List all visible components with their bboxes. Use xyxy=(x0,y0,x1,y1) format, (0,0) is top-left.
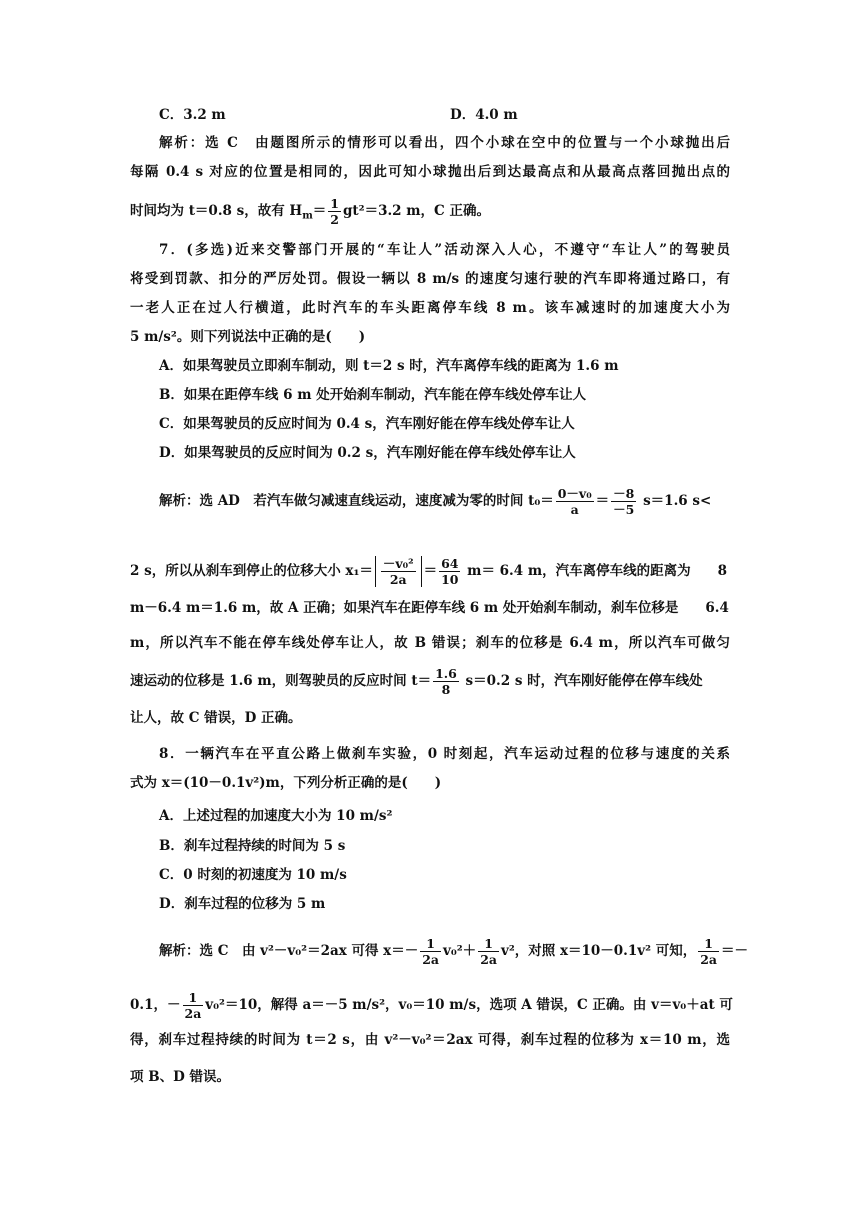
analysis-8-line-3: 得，刹车过程持续的时间为 t＝2 s，由 v²－v₀²＝2ax 可得，刹车过程的位移为 x＝10 m，选 xyxy=(130,1032,730,1048)
analysis-7-line-1: 解析：选 AD 若汽车做匀减速直线运动，速度减为零的时间 t₀＝ $\frac{\text{0－v₀}}{a}$ ＝ $\frac{-8}{-5}$ s＝1.6 s< xyxy=(159,486,712,517)
fraction-1-2a-a: $\frac{1}{2a}$ xyxy=(422,936,440,967)
analysis-8-line-4: 项 B、D 错误。 xyxy=(130,1069,231,1085)
prev-option-c: C．3.2 m xyxy=(159,107,226,123)
fraction-v0sq-2a: $\frac{\text{－v₀²}}{2a}$ xyxy=(382,556,414,587)
question-8-line-1: 8．一辆汽车在平直公路上做刹车实验，0 时刻起，汽车运动过程的位移与速度的关系 xyxy=(159,746,730,762)
absolute-value xyxy=(375,556,422,587)
question-8-line-2: 式为 x＝(10－0.1v²)m，下列分析正确的是( ) xyxy=(130,775,442,791)
prev-option-d: D．4.0 m xyxy=(450,107,518,123)
analysis-6-line-2: 每隔 0.4 s 对应的位置是相同的，因此可知小球抛出后到达最高点和从最高点落回抛出点的 xyxy=(130,164,730,180)
question-7-option-d: D．如果驾驶员的反应时间为 0.2 s，汽车刚好能在停车线处停车让人 xyxy=(159,445,576,461)
question-7-option-c: C．如果驾驶员的反应时间为 0.4 s，汽车刚好能在停车线处停车让人 xyxy=(159,416,575,432)
analysis-6-line-3: 时间均为 t＝0.8 s，故有 $H_m=$ $\frac{1}{2}$ gt²＝3.2 m，C 正确。 xyxy=(130,196,490,227)
analysis-7-line-3: m－6.4 m＝1.6 m，故 A 正确；如果汽车在距停车线 6 m 处开始刹车制动，刹车位移是 6.4 xyxy=(130,600,729,616)
question-7-line-1: 7．(多选)近来交警部门开展的“车让人”活动深入人心，不遵守“车让人”的驾驶员 xyxy=(159,242,730,258)
fraction-1-2a-d: $\frac{1}{2a}$ xyxy=(184,990,202,1021)
question-7-line-4: 5 m/s²。则下列说法中正确的是( ) xyxy=(130,329,366,345)
analysis-8-line-1: 解析：选 C 由 v²－v₀²＝2ax 可得 x＝－ $\frac{1}{2a}$ v₀²＋ $\frac{1}{2a}$ v²，对照 x＝10－0.1v² 可知， $\frac{1}{2a}$ ＝－ xyxy=(159,936,749,967)
fraction-minus8-minus5: $\frac{-8}{-5}$ xyxy=(613,486,635,517)
question-8-option-b: B．刹车过程持续的时间为 5 s xyxy=(159,838,346,854)
question-7-line-3: 一老人正在过人行横道，此时汽车的车头距离停车线 8 m。该车减速时的加速度大小为 xyxy=(130,300,730,316)
fraction-64-10: $\frac{64}{10}$ xyxy=(441,556,459,587)
question-8-option-a: A．上述过程的加速度大小为 10 m/s² xyxy=(159,808,393,824)
question-7-option-a: A．如果驾驶员立即刹车制动，则 t＝2 s 时，汽车离停车线的距离为 1.6 m xyxy=(159,358,619,374)
analysis-6-line-1: 解析：选 C 由题图所示的情形可以看出，四个小球在空中的位置与一个小球抛出后 xyxy=(159,135,730,151)
fraction-half: $\frac{1}{2}$ xyxy=(330,196,339,227)
analysis-7-line-4: m，所以汽车不能在停车线处停车让人，故 B 错误；刹车的位移是 6.4 m，所以汽车可做匀 xyxy=(130,635,730,651)
fraction-1-2a-c: $\frac{1}{2a}$ xyxy=(700,936,718,967)
analysis-8-line-2: 0.1，－ $\frac{1}{2a}$ v₀²＝10，解得 a＝－5 m/s²，v₀＝10 m/s，选项 A 错误，C 正确。由 v＝v₀＋at 可 xyxy=(130,990,733,1021)
question-7-option-b: B．如果在距停车线 6 m 处开始刹车制动，汽车能在停车线处停车让人 xyxy=(159,387,587,403)
fraction-1-2a-b: $\frac{1}{2a}$ xyxy=(480,936,497,967)
analysis-7-line-6: 让人，故 C 错误，D 正确。 xyxy=(130,710,302,726)
fraction-t0: $\frac{\text{0－v₀}}{a}$ xyxy=(557,486,592,517)
prev-option-row xyxy=(159,105,759,125)
question-7-line-2: 将受到罚款、扣分的严厉处罚。假设一辆以 8 m/s 的速度匀速行驶的汽车即将通过路口，有 xyxy=(130,271,730,287)
analysis-7-line-5: 速运动的位移是 1.6 m，则驾驶员的反应时间 t＝ $\frac{1.6}{8}$ s＝0.2 s 时，汽车刚好能停在停车线处 xyxy=(130,666,703,697)
analysis-7-line-2: 2 s，所以从刹车到停止的位移大小 x₁＝ $\frac{\text{－v₀²}}{2a}$ ＝ $\frac{64}{10}$ m＝ 6.4 m，汽车离停车线的距离为 8 xyxy=(130,556,728,587)
fraction-1.6-8: $\frac{1.6}{8}$ xyxy=(435,666,457,697)
question-8-option-c: C．0 时刻的初速度为 10 m/s xyxy=(159,867,347,883)
question-8-option-d: D．刹车过程的位移为 5 m xyxy=(159,896,326,912)
